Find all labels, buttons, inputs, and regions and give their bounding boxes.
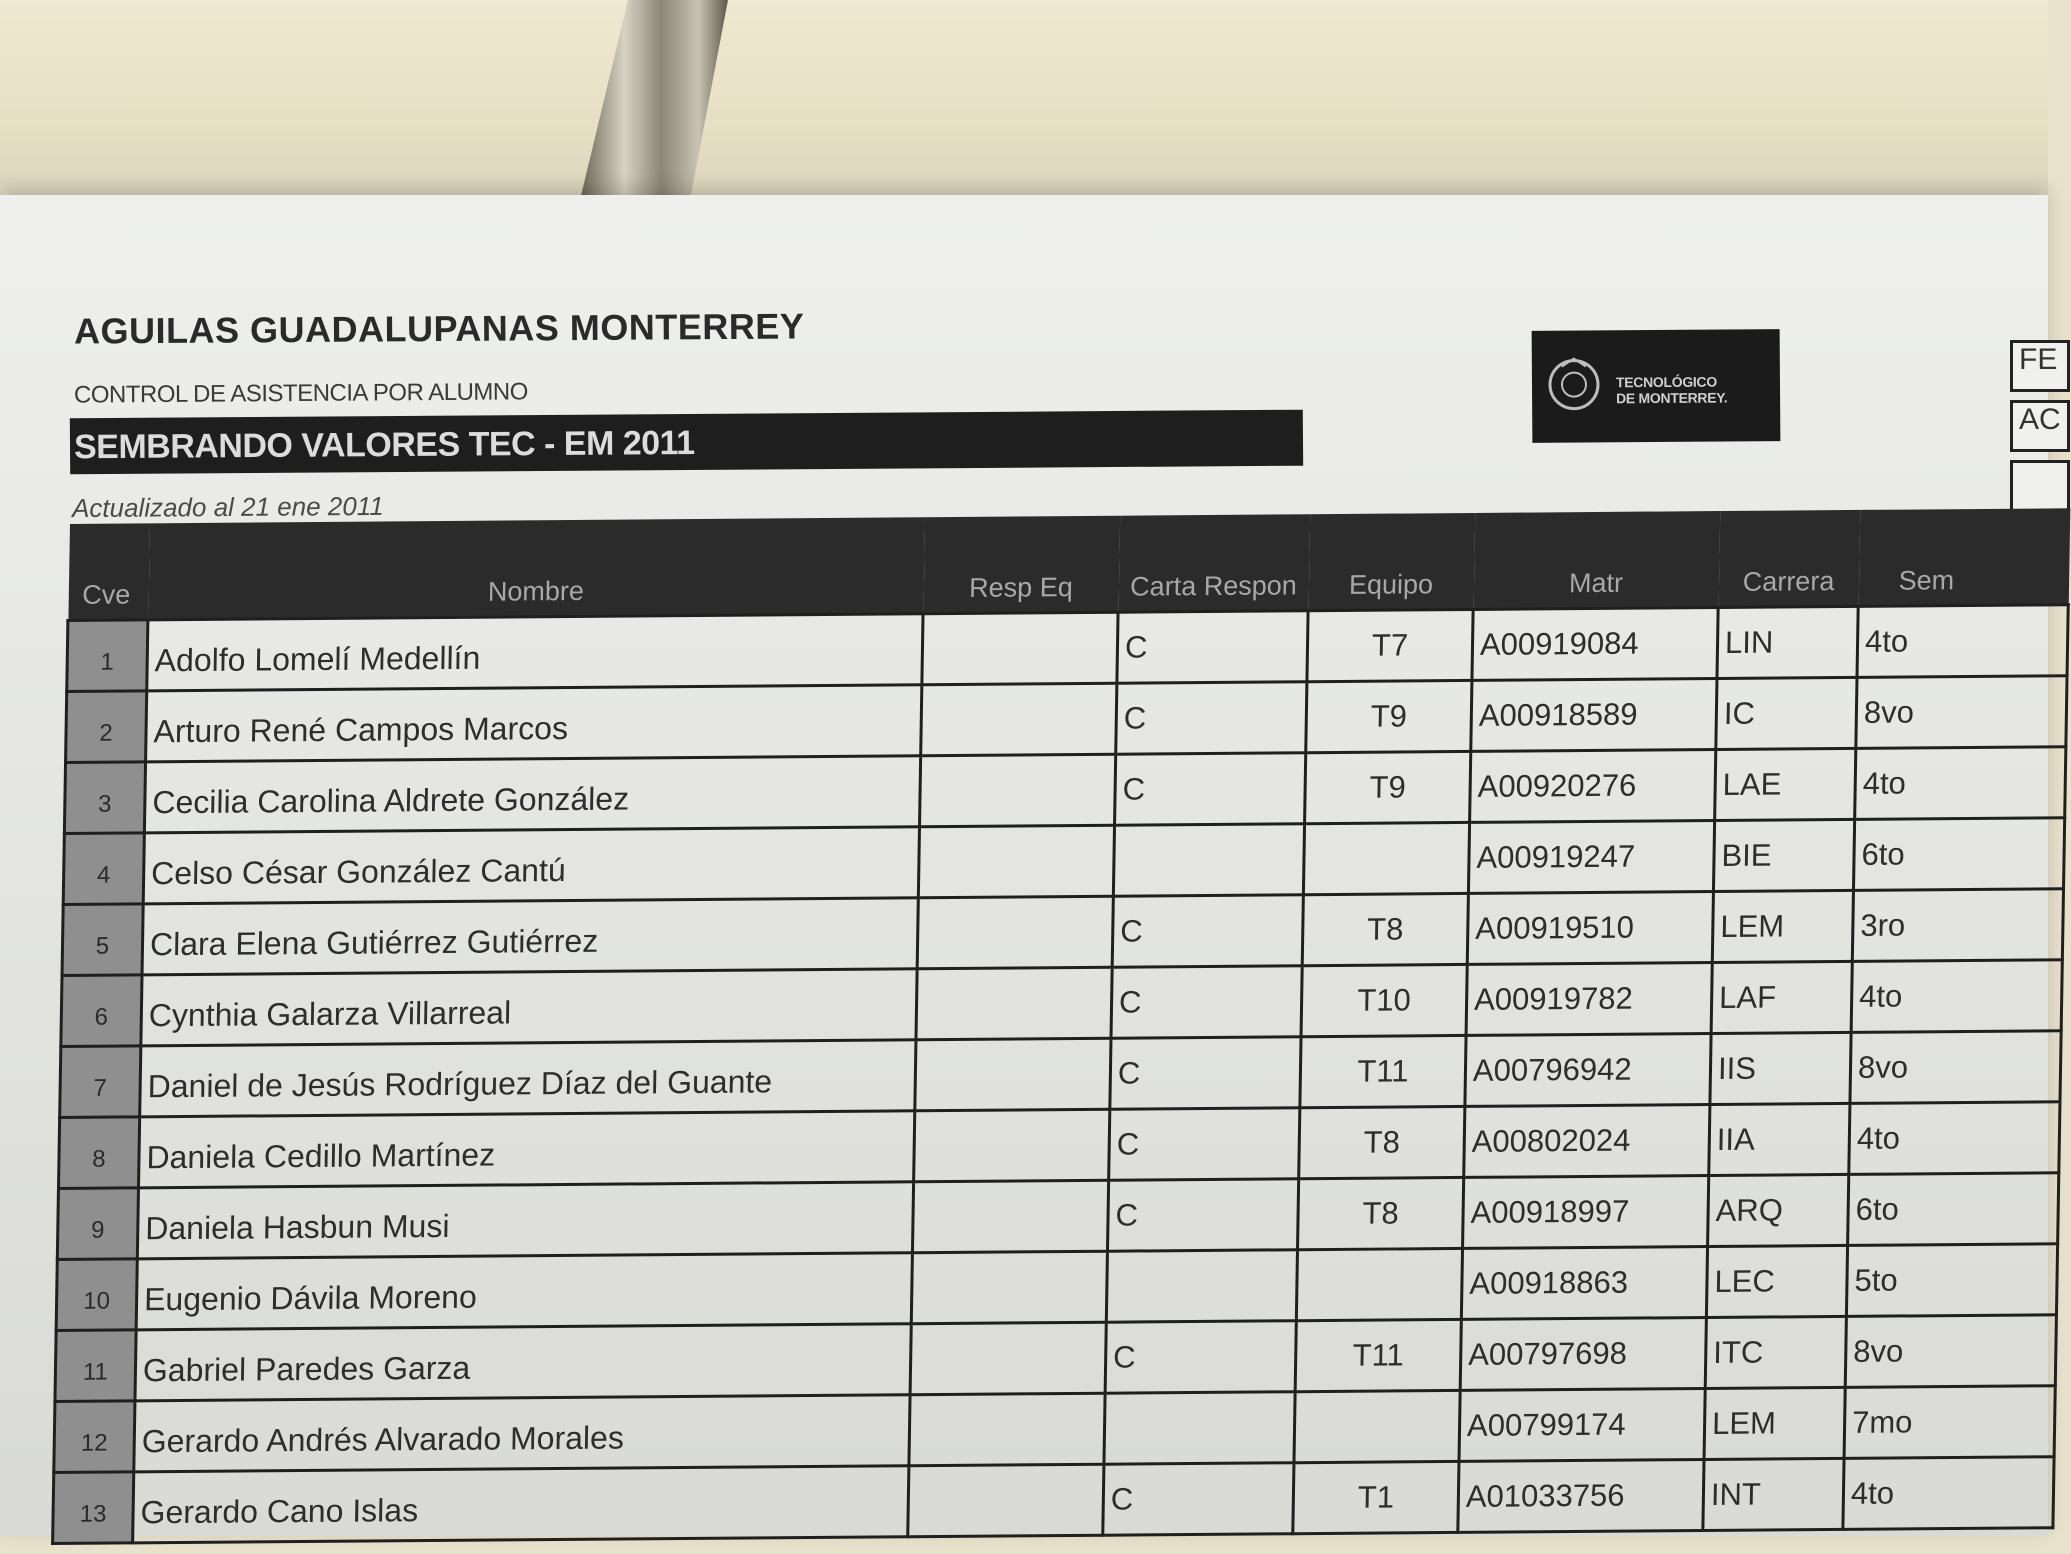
semestre-cell: 8vo bbox=[1850, 1030, 2061, 1103]
student-name: Adolfo Lomelí Medellín bbox=[147, 613, 923, 690]
carrera-cell: LEM bbox=[1712, 890, 1853, 962]
header-carta-respon: Carta Respon bbox=[1129, 569, 1298, 602]
student-name: Cynthia Galarza Villarreal bbox=[141, 968, 917, 1045]
row-number: 2 bbox=[66, 690, 147, 762]
carta-respon-cell: C bbox=[1116, 681, 1307, 753]
matricula-cell: A00796942 bbox=[1465, 1033, 1711, 1106]
header-carrera: Carrera bbox=[1742, 565, 1835, 597]
equipo-cell: T11 bbox=[1300, 1035, 1466, 1107]
carta-respon-cell: C bbox=[1112, 894, 1303, 966]
document-title: AGUILAS GUADALUPANAS MONTERREY bbox=[73, 305, 805, 352]
side-empty-box bbox=[2010, 460, 2070, 512]
logo-line-1: TECNOLÓGICO bbox=[1615, 373, 1717, 391]
carta-respon-cell: C bbox=[1103, 1462, 1294, 1534]
carta-respon-cell: C bbox=[1115, 752, 1306, 824]
table-header-row bbox=[68, 508, 2070, 620]
semestre-cell: 4to bbox=[1851, 959, 2062, 1032]
banner-text: SEMBRANDO VALORES TEC - EM 2011 bbox=[73, 423, 695, 467]
carta-respon-cell bbox=[1104, 1391, 1295, 1463]
carrera-cell: LEC bbox=[1706, 1245, 1847, 1317]
matricula-cell: A00919510 bbox=[1467, 891, 1713, 964]
resp-eq-cell bbox=[920, 754, 1116, 827]
semestre-cell: 4to bbox=[1849, 1101, 2060, 1174]
side-label-1: FE bbox=[2010, 340, 2070, 392]
program-banner bbox=[70, 410, 1303, 475]
semestre-cell: 4to bbox=[1843, 1456, 2054, 1529]
matricula-cell: A00919084 bbox=[1472, 607, 1718, 680]
matricula-cell: A00919247 bbox=[1468, 820, 1714, 893]
seal-icon bbox=[1544, 354, 1604, 414]
row-number: 8 bbox=[58, 1116, 139, 1188]
matricula-cell: A00918589 bbox=[1471, 678, 1717, 751]
row-number: 13 bbox=[53, 1471, 134, 1543]
semestre-cell: 8vo bbox=[1856, 675, 2067, 748]
background-wall bbox=[0, 0, 2048, 215]
header-matr: Matr bbox=[1568, 567, 1624, 598]
carrera-cell: LAF bbox=[1711, 961, 1852, 1033]
equipo-cell bbox=[1296, 1248, 1462, 1320]
row-number: 7 bbox=[60, 1045, 141, 1117]
attendance-table-wrapper bbox=[51, 508, 2068, 1554]
table-row bbox=[53, 1456, 2054, 1543]
row-number: 5 bbox=[62, 903, 143, 975]
resp-eq-cell bbox=[911, 1251, 1107, 1324]
carta-respon-cell bbox=[1113, 823, 1304, 895]
semestre-cell: 5to bbox=[1846, 1243, 2057, 1316]
carrera-cell: LEM bbox=[1704, 1387, 1845, 1459]
semestre-cell: 4to bbox=[1855, 746, 2066, 819]
matricula-cell: A00918997 bbox=[1463, 1175, 1709, 1248]
equipo-cell: T10 bbox=[1301, 964, 1467, 1036]
logo-text bbox=[1616, 374, 1727, 407]
row-number: 12 bbox=[54, 1400, 135, 1472]
carrera-cell: LAE bbox=[1715, 748, 1856, 820]
row-number: 10 bbox=[56, 1258, 137, 1330]
carta-respon-cell: C bbox=[1110, 1036, 1301, 1108]
header-cve: Cve bbox=[82, 578, 131, 610]
carrera-cell: IC bbox=[1716, 677, 1857, 749]
student-name: Gerardo Andrés Alvarado Morales bbox=[134, 1394, 910, 1471]
matricula-cell: A00919782 bbox=[1466, 962, 1712, 1035]
resp-eq-cell bbox=[908, 1464, 1104, 1537]
resp-eq-cell bbox=[917, 896, 1113, 969]
row-number: 1 bbox=[67, 619, 148, 691]
carta-respon-cell bbox=[1106, 1249, 1297, 1321]
student-name: Eugenio Dávila Moreno bbox=[136, 1252, 912, 1329]
equipo-cell: T11 bbox=[1295, 1319, 1461, 1391]
semestre-cell: 3ro bbox=[1852, 888, 2063, 961]
carrera-cell: ITC bbox=[1705, 1316, 1846, 1388]
equipo-cell: T8 bbox=[1298, 1177, 1464, 1249]
carta-respon-cell: C bbox=[1117, 610, 1308, 682]
equipo-cell: T8 bbox=[1299, 1106, 1465, 1178]
resp-eq-cell bbox=[921, 683, 1117, 756]
row-number: 11 bbox=[55, 1329, 136, 1401]
student-name: Celso César González Cantú bbox=[143, 826, 919, 903]
carta-respon-cell: C bbox=[1105, 1320, 1296, 1392]
semestre-cell: 4to bbox=[1857, 604, 2068, 677]
carrera-cell: ARQ bbox=[1708, 1174, 1849, 1246]
student-name: Gabriel Paredes Garza bbox=[135, 1323, 911, 1400]
student-name: Daniela Hasbun Musi bbox=[137, 1181, 913, 1258]
matricula-cell: A00920276 bbox=[1470, 749, 1716, 822]
equipo-cell: T8 bbox=[1302, 893, 1468, 965]
semestre-cell: 7mo bbox=[1844, 1385, 2055, 1458]
row-number: 9 bbox=[57, 1187, 138, 1259]
matricula-cell: A01033756 bbox=[1458, 1459, 1704, 1532]
attendance-table bbox=[51, 508, 2071, 1544]
header-equipo: Equipo bbox=[1348, 568, 1434, 600]
header-sem: Sem bbox=[1898, 564, 1955, 596]
semestre-cell: 6to bbox=[1848, 1172, 2059, 1245]
equipo-cell: T7 bbox=[1307, 609, 1473, 681]
tec-logo bbox=[1532, 329, 1781, 443]
side-label-2: AC bbox=[2010, 400, 2070, 452]
equipo-cell: T9 bbox=[1306, 680, 1472, 752]
row-number: 4 bbox=[63, 832, 144, 904]
student-name: Daniel de Jesús Rodríguez Díaz del Guante bbox=[140, 1039, 916, 1116]
student-name: Arturo René Campos Marcos bbox=[146, 684, 922, 761]
document-subtitle: CONTROL DE ASISTENCIA POR ALUMNO bbox=[73, 378, 528, 409]
equipo-cell: T9 bbox=[1305, 751, 1471, 823]
resp-eq-cell bbox=[914, 1109, 1110, 1182]
student-name: Gerardo Cano Islas bbox=[133, 1465, 909, 1542]
resp-eq-cell bbox=[912, 1180, 1108, 1253]
equipo-cell: T1 bbox=[1293, 1461, 1459, 1533]
matricula-cell: A00802024 bbox=[1464, 1104, 1710, 1177]
carrera-cell: LIN bbox=[1717, 606, 1858, 678]
resp-eq-cell bbox=[910, 1322, 1106, 1395]
carta-respon-cell: C bbox=[1109, 1107, 1300, 1179]
resp-eq-cell bbox=[915, 1038, 1111, 1111]
pen-clip bbox=[580, 0, 780, 200]
carta-respon-cell: C bbox=[1107, 1178, 1298, 1250]
carta-respon-cell: C bbox=[1111, 965, 1302, 1037]
carrera-cell: BIE bbox=[1713, 819, 1854, 891]
matricula-cell: A00797698 bbox=[1460, 1317, 1706, 1390]
semestre-cell: 8vo bbox=[1845, 1314, 2056, 1387]
resp-eq-cell bbox=[909, 1393, 1105, 1466]
logo-line-2: DE MONTERREY. bbox=[1616, 389, 1728, 407]
updated-date: Actualizado al 21 ene 2011 bbox=[71, 490, 384, 524]
row-number: 6 bbox=[61, 974, 142, 1046]
row-number: 3 bbox=[64, 761, 145, 833]
student-name: Clara Elena Gutiérrez Gutiérrez bbox=[142, 897, 918, 974]
resp-eq-cell bbox=[916, 967, 1112, 1040]
header-nombre: Nombre bbox=[487, 575, 585, 607]
student-name: Daniela Cedillo Martínez bbox=[139, 1110, 915, 1187]
resp-eq-cell bbox=[918, 825, 1114, 898]
header-resp-eq: Resp Eq bbox=[968, 571, 1074, 603]
carrera-cell: IIS bbox=[1710, 1032, 1851, 1104]
matricula-cell: A00918863 bbox=[1461, 1246, 1707, 1319]
equipo-cell bbox=[1294, 1390, 1460, 1462]
resp-eq-cell bbox=[922, 612, 1118, 685]
semestre-cell: 6to bbox=[1853, 817, 2064, 890]
table-body bbox=[53, 604, 2069, 1543]
equipo-cell bbox=[1303, 822, 1469, 894]
student-name: Cecilia Carolina Aldrete González bbox=[144, 755, 920, 832]
carrera-cell: INT bbox=[1703, 1458, 1844, 1530]
matricula-cell: A00799174 bbox=[1459, 1388, 1705, 1461]
carrera-cell: IIA bbox=[1709, 1103, 1850, 1175]
